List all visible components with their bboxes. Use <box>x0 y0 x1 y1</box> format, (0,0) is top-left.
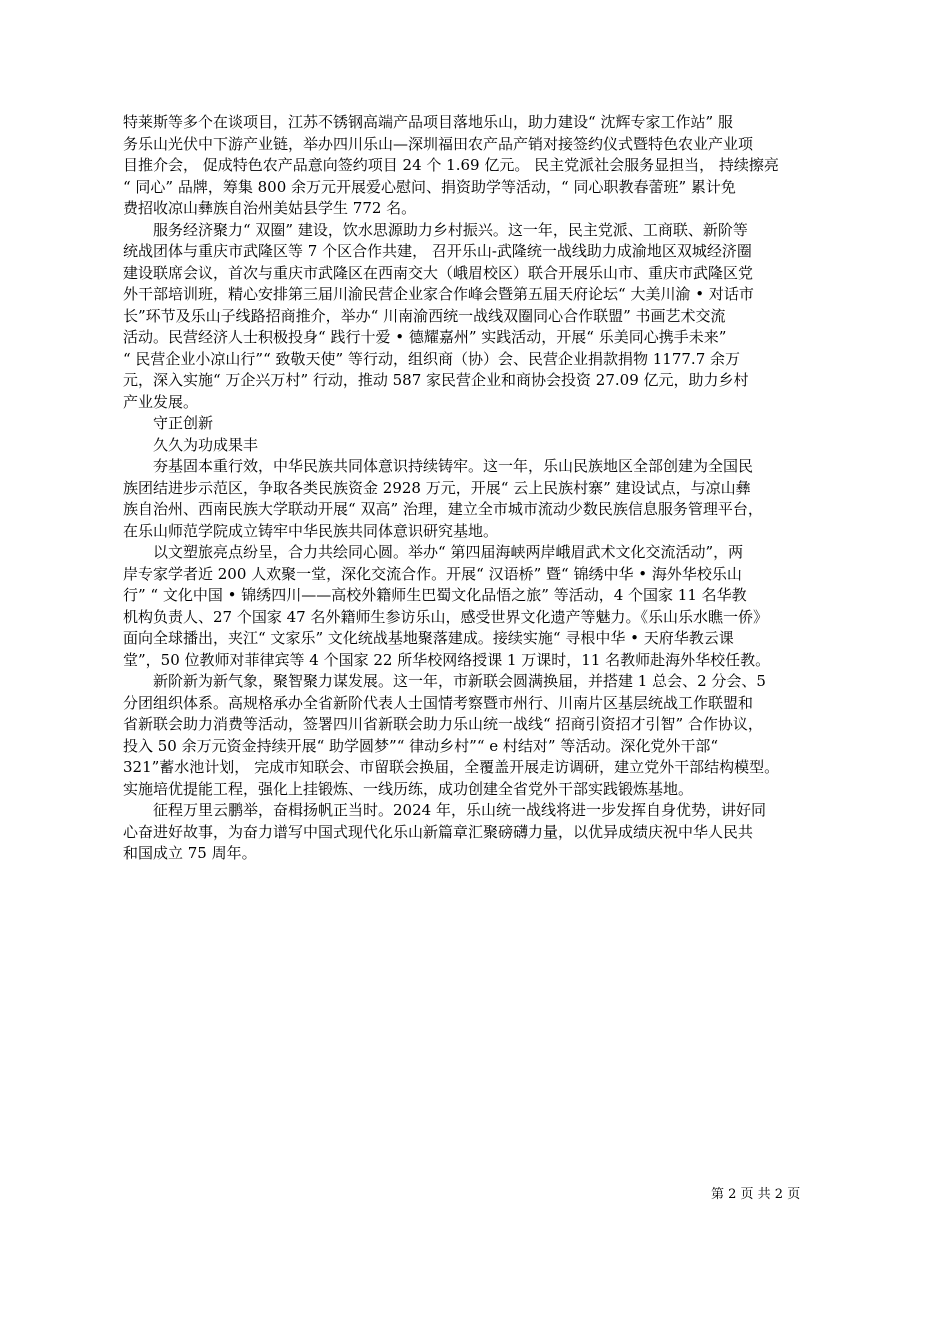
text-line: 投入 50 余万元资金持续开展“ 助学圆梦”“ 律动乡村”“ e 村结对” 等活动。深化党外干部“ <box>123 736 719 755</box>
text-line: 目推介会， 促成特色农产品意向签约项目 24 个 1.69 亿元。 民主党派社会服务显担当， 持续擦亮 <box>123 156 779 174</box>
document-body <box>123 112 843 865</box>
paragraph-start-line: 以文塑旅亮点纷呈，合力共绘同心圆。举办“ 第四届海峡两岸峨眉武术文化交流活动”，两 <box>153 543 744 561</box>
paragraph-start-line: 服务经济聚力“ 双圈” 建设，饮水思源助力乡村振兴。这一年，民主党派、工商联、新阶等 <box>153 220 748 239</box>
text-line: 心奋进好故事，为奋力谱写中国式现代化乐山新篇章汇聚磅礴力量，以优异成绩庆祝中华人民共 <box>123 822 754 841</box>
text-line: 建设联席会议，首次与重庆市武隆区在西南交大（峨眉校区）联合开展乐山市、重庆市武隆区党 <box>123 263 754 282</box>
paragraph-start-line: 征程万里云鹏举，奋楫扬帆正当时。2024 年，乐山统一战线将进一步发挥自身优势，讲好同 <box>153 801 766 819</box>
text-line: 元，深入实施“ 万企兴万村” 行动，推动 587 家民营企业和商协会投资 27.09 亿元，助力乡村 <box>123 371 749 389</box>
text-line: 务乐山光伏中下游产业链，举办四川乐山—深圳福田农产品产销对接签约仪式暨特色农业产业项 <box>123 134 754 153</box>
text-line: 分团组织体系。高规格承办全省新阶代表人士国情考察暨市州行、川南片区基层统战工作联盟和 <box>123 693 754 712</box>
paragraph-start-line: 夯基固本重行效，中华民族共同体意识持续铸牢。这一年，乐山民族地区全部创建为全国民 <box>153 457 754 475</box>
text-line: “ 同心” 品牌，筹集 800 余万元开展爱心慰问、捐资助学等活动，“ 同心职教春蕾班” 累计免 <box>123 177 736 196</box>
text-line: 面向全球播出，夹江“ 文家乐” 文化统战基地聚落建成。接续实施“ 寻根中华 • 天府华教云课 <box>123 629 734 647</box>
text-line: 长”环节及乐山子线路招商推介，举办“ 川南渝西统一战线双圈同心合作联盟” 书画艺术交流 <box>123 306 726 325</box>
section-subheading: 久久为功成果丰 <box>153 435 259 454</box>
paragraph-start-line: 新阶新为新气象，聚智聚力谋发展。这一年，市新联会圆满换届，并搭建 1 总会、2 分会、5 <box>153 672 766 690</box>
text-line: 族团结进步示范区，争取各类民族资金 2928 万元，开展“ 云上民族村寨” 建设试点，与凉山彝 <box>123 478 751 497</box>
text-line: 在乐山师范学院成立铸牢中华民族共同体意识研究基地。 <box>123 521 499 540</box>
text-line: 产业发展。 <box>123 392 199 411</box>
text-line: 行” “ 文化中国 • 锦绣四川——高校外籍师生巴蜀文化品悟之旅” 等活动，4 个国家 11 名华教 <box>123 586 747 604</box>
text-line: 外干部培训班，精心安排第三届川渝民营企业家合作峰会暨第五届天府论坛“ 大美川渝 • 对话市 <box>123 285 754 303</box>
page-number-footer: 第 2 页 共 2 页 <box>711 1187 801 1202</box>
text-line: 特莱斯等多个在谈项目，江苏不锈钢高端产品项目落地乐山，助力建设“ 沈辉专家工作站” 服 <box>123 113 733 131</box>
text-line: 费招收凉山彝族自治州美姑县学生 772 名。 <box>123 199 417 217</box>
text-line: 统战团体与重庆市武隆区等 7 个区合作共建， 召开乐山-武隆统一战线助力成渝地区双城经济圈 <box>123 242 752 260</box>
section-heading: 守正创新 <box>153 414 214 432</box>
text-line: 族自治州、西南民族大学联动开展“ 双高” 治理，建立全市城市流动少数民族信息服务管理平台， <box>123 500 763 518</box>
text-line: 岸专家学者近 200 人欢聚一堂，深化交流合作。开展“ 汉语桥” 暨“ 锦绣中华 • 海外华校乐山 <box>123 564 742 583</box>
text-line: 和国成立 75 周年。 <box>123 844 257 862</box>
text-line: “ 民营企业小凉山行”“ 致敬天使” 等行动，组织商（协）会、民营企业捐款捐物 1177.7 余万 <box>123 349 741 368</box>
text-line: 机构负责人、27 个国家 47 名外籍师生参访乐山，感受世界文化遗产等魅力。《乐山乐水瞧一侨》 <box>123 607 768 626</box>
text-line: 活动。民营经济人士积极投身“ 践行十爱 • 德耀嘉州” 实践活动，开展“ 乐美同心携手未来” <box>123 328 727 346</box>
text-line: 省新联会助力消费等活动，签署四川省新联会助力乐山统一战线“ 招商引资招才引智” 合作协议， <box>123 715 763 733</box>
text-line: 堂”，50 位教师对菲律宾等 4 个国家 22 所华校网络授课 1 万课时，11 名教师赴海外华校任教。 <box>123 650 771 669</box>
text-line: 321”蓄水池计划， 完成市知联会、市留联会换届，全覆盖开展走访调研，建立党外干部结构模型。 <box>123 758 780 776</box>
text-line: 实施培优提能工程，强化上挂锻炼、一线历练，成功创建全省党外干部实践锻炼基地。 <box>123 779 694 798</box>
